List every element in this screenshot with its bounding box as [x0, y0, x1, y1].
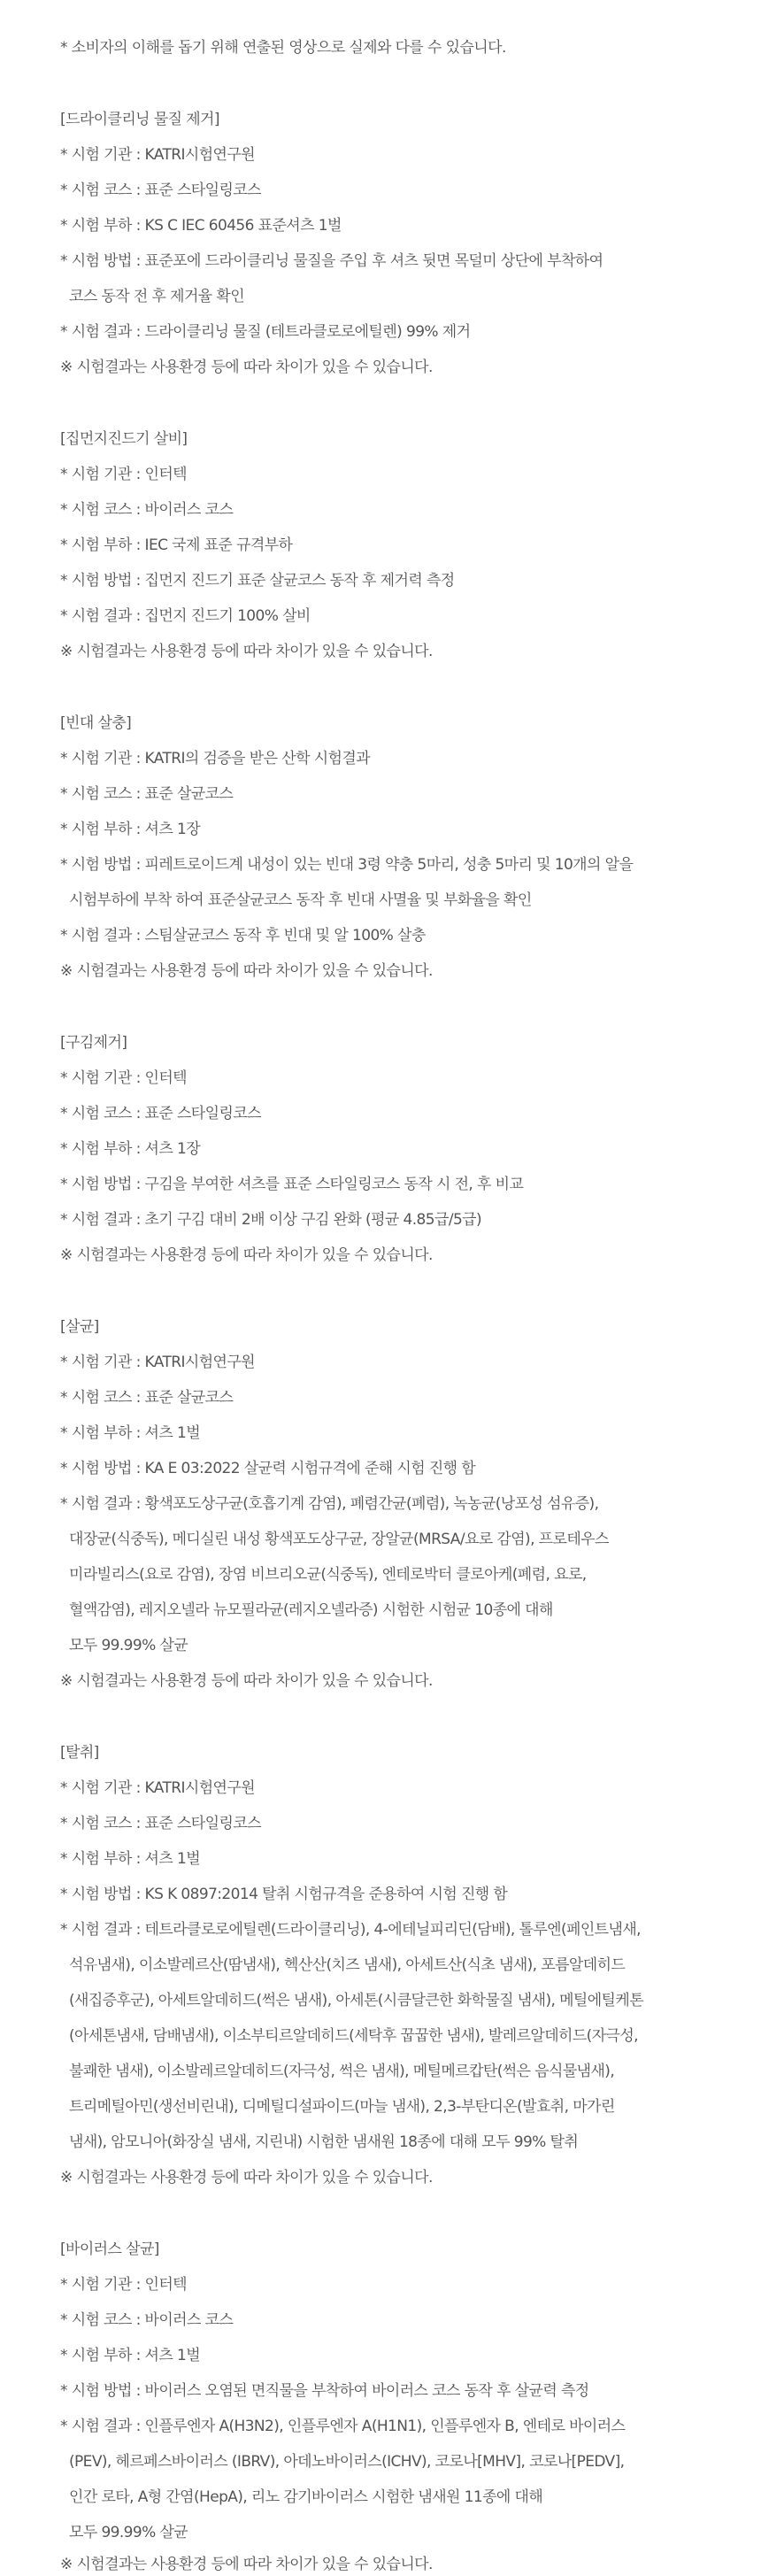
test-line-continued: 코스 동작 전 후 제거율 확인 [69, 288, 245, 305]
test-line-continued: 미라빌리스(요로 감염), 장염 비브리오균(식중독), 엔테로박터 클로아케(폐렴, 요로, [69, 1566, 587, 1584]
test-line: * 시험 기관 : KATRI시험연구원 [60, 146, 256, 164]
test-line-continued: (PEV), 헤르페스바이러스 (IBRV), 아데노바이러스(ICHV), 코로나[MHV], 코로나[PEDV], [69, 2453, 625, 2471]
section-title-wrinkle: [구김제거] [60, 1034, 127, 1052]
test-line: * 시험 부하 : 셔츠 1벌 [60, 1850, 201, 1868]
test-line: * 시험 부하 : 셔츠 1벌 [60, 2347, 201, 2364]
test-line: * 시험 기관 : KATRI시험연구원 [60, 1779, 256, 1797]
disclaimer-note: ※ 시험결과는 사용환경 등에 따라 차이가 있을 수 있습니다. [60, 962, 433, 980]
test-line: * 시험 코스 : 표준 스타일링코스 [60, 1105, 261, 1122]
test-line: * 시험 코스 : 표준 스타일링코스 [60, 181, 261, 199]
test-line: * 시험 결과 : 테트라클로로에틸렌(드라이클리닝), 4-에테닐피리딘(담배), 톨루엔(페인트냄새, [60, 1921, 641, 1939]
test-line: * 시험 부하 : 셔츠 1장 [60, 821, 201, 838]
disclaimer-note: ※ 시험결과는 사용환경 등에 따라 차이가 있을 수 있습니다. [60, 643, 433, 660]
test-line-continued: 시험부하에 부착 하여 표준살균코스 동작 후 빈대 사멸율 및 부화율을 확인 [69, 891, 532, 909]
test-line: * 시험 부하 : 셔츠 1장 [60, 1140, 201, 1158]
disclaimer-note: ※ 시험결과는 사용환경 등에 따라 차이가 있을 수 있습니다. [60, 2556, 433, 2573]
test-line: * 시험 결과 : 초기 구김 대비 2배 이상 구김 완화 (평균 4.85급/5급) [60, 1211, 482, 1229]
disclaimer-note: ※ 시험결과는 사용환경 등에 따라 차이가 있을 수 있습니다. [60, 1246, 433, 1264]
test-line-continued: 모두 99.99% 살균 [69, 1637, 188, 1654]
test-line: * 시험 방법 : 바이러스 오염된 면직물을 부착하여 바이러스 코스 동작 후 살균력 측정 [60, 2382, 589, 2400]
test-line: * 시험 결과 : 황색포도상구균(호흡기계 감염), 폐렴간균(폐렴), 녹농균(낭포성 섬유증), [60, 1495, 599, 1513]
test-line-continued: 모두 99.99% 살균 [69, 2524, 188, 2541]
intro-notice: * 소비자의 이해를 돕기 위해 연출된 영상으로 실제와 다를 수 있습니다. [60, 39, 506, 57]
section-title-dust-mite: [집먼지진드기 살비] [60, 430, 188, 448]
disclaimer-note: ※ 시험결과는 사용환경 등에 따라 차이가 있을 수 있습니다. [60, 2169, 433, 2187]
test-line-continued: (새집증후군), 아세트알데히드(썩은 냄새), 아세톤(시큼달큰한 화학물질 냄새), 메틸에틸케톤 [69, 1992, 644, 2009]
test-line: * 시험 결과 : 인플루엔자 A(H3N2), 인플루엔자 A(H1N1), 인플루엔자 B, 엔테로 바이러스 [60, 2418, 626, 2435]
test-line: * 시험 코스 : 바이러스 코스 [60, 501, 234, 519]
test-line: * 시험 기관 : KATRI의 검증을 받은 산학 시험결과 [60, 750, 370, 767]
test-line-continued: 불쾌한 냄새), 이소발레르알데히드(자극성, 썩은 냄새), 메틸메르캅탄(썩은 음식물냄새), [69, 2063, 615, 2080]
test-line: * 시험 코스 : 표준 스타일링코스 [60, 1815, 261, 1832]
section-title-virus: [바이러스 살균] [60, 2241, 159, 2258]
test-line: * 시험 방법 : 표준포에 드라이클리닝 물질을 주입 후 셔츠 뒷면 목덜미 상단에 부착하여 [60, 252, 603, 270]
section-title-bed-bug: [빈대 살충] [60, 714, 132, 732]
test-line-continued: 인간 로타, A형 간염(HepA), 리노 감기바이러스 시험한 냄새원 11종에 대해 [69, 2488, 543, 2506]
test-line: * 시험 기관 : 인터텍 [60, 466, 187, 483]
test-line: * 시험 결과 : 스팀살균코스 동작 후 빈대 및 알 100% 살충 [60, 927, 426, 945]
test-line-continued: 혈액감염), 레지오넬라 뉴모필라균(레지오넬라증) 시험한 시험균 10종에 대해 [69, 1601, 553, 1619]
test-line: * 시험 기관 : 인터텍 [60, 1069, 187, 1087]
test-line: * 시험 방법 : KS K 0897:2014 탈취 시험규격을 준용하여 시험 진행 함 [60, 1886, 508, 1903]
test-line: * 시험 부하 : 셔츠 1벌 [60, 1424, 201, 1442]
test-line: * 시험 결과 : 집먼지 진드기 100% 살비 [60, 607, 311, 625]
test-line: * 시험 코스 : 바이러스 코스 [60, 2311, 234, 2329]
test-line: * 시험 부하 : KS C IEC 60456 표준셔츠 1벌 [60, 217, 342, 235]
test-line-continued: 냄새), 암모니아(화장실 냄새, 지린내) 시험한 냄새원 18종에 대해 모두 99% 탈취 [69, 2133, 579, 2151]
test-line: * 시험 방법 : 집먼지 진드기 표준 살균코스 동작 후 제거력 측정 [60, 572, 455, 590]
disclaimer-note: ※ 시험결과는 사용환경 등에 따라 차이가 있을 수 있습니다. [60, 359, 433, 376]
test-line: * 시험 방법 : 피레트로이드계 내성이 있는 빈대 3령 약충 5마리, 성충 5마리 및 10개의 알을 [60, 856, 634, 874]
test-line: * 시험 코스 : 표준 살균코스 [60, 785, 234, 803]
test-line-continued: 트리메틸아민(생선비린내), 디메틸디설파이드(마늘 냄새), 2,3-부탄디온(발효취, 마가린 [69, 2098, 615, 2116]
test-line: * 시험 결과 : 드라이클리닝 물질 (테트라클로로에틸렌) 99% 제거 [60, 323, 471, 341]
section-title-sterilization: [살균] [60, 1318, 99, 1336]
disclaimer-note: ※ 시험결과는 사용환경 등에 따라 차이가 있을 수 있습니다. [60, 1672, 433, 1690]
section-title-deodorization: [탈취] [60, 1744, 99, 1762]
test-line: * 시험 방법 : KA E 03:2022 살균력 시험규격에 준해 시험 진행 함 [60, 1460, 476, 1477]
test-line-continued: (아세톤냄새, 담배냄새), 이소부티르알데히드(세탁후 꿉꿉한 냄새), 발레르알데히드(자극성, [69, 2027, 638, 2045]
test-line: * 시험 방법 : 구김을 부여한 셔츠를 표준 스타일링코스 동작 시 전, 후 비교 [60, 1176, 524, 1193]
section-title-dry-cleaning: [드라이클리닝 물질 제거] [60, 111, 219, 128]
test-line: * 시험 부하 : IEC 국제 표준 규격부하 [60, 536, 293, 554]
test-line: * 시험 기관 : 인터텍 [60, 2276, 187, 2294]
test-line-continued: 석유냄새), 이소발레르산(땀냄새), 헥산산(치즈 냄새), 아세트산(식초 냄새), 포름알데히드 [69, 1956, 626, 1974]
test-line-continued: 대장균(식중독), 메디실린 내성 황색포도상구균, 장알균(MRSA/요로 감염), 프로테우스 [69, 1531, 609, 1548]
test-line: * 시험 코스 : 표준 살균코스 [60, 1389, 234, 1407]
test-line: * 시험 기관 : KATRI시험연구원 [60, 1354, 256, 1371]
